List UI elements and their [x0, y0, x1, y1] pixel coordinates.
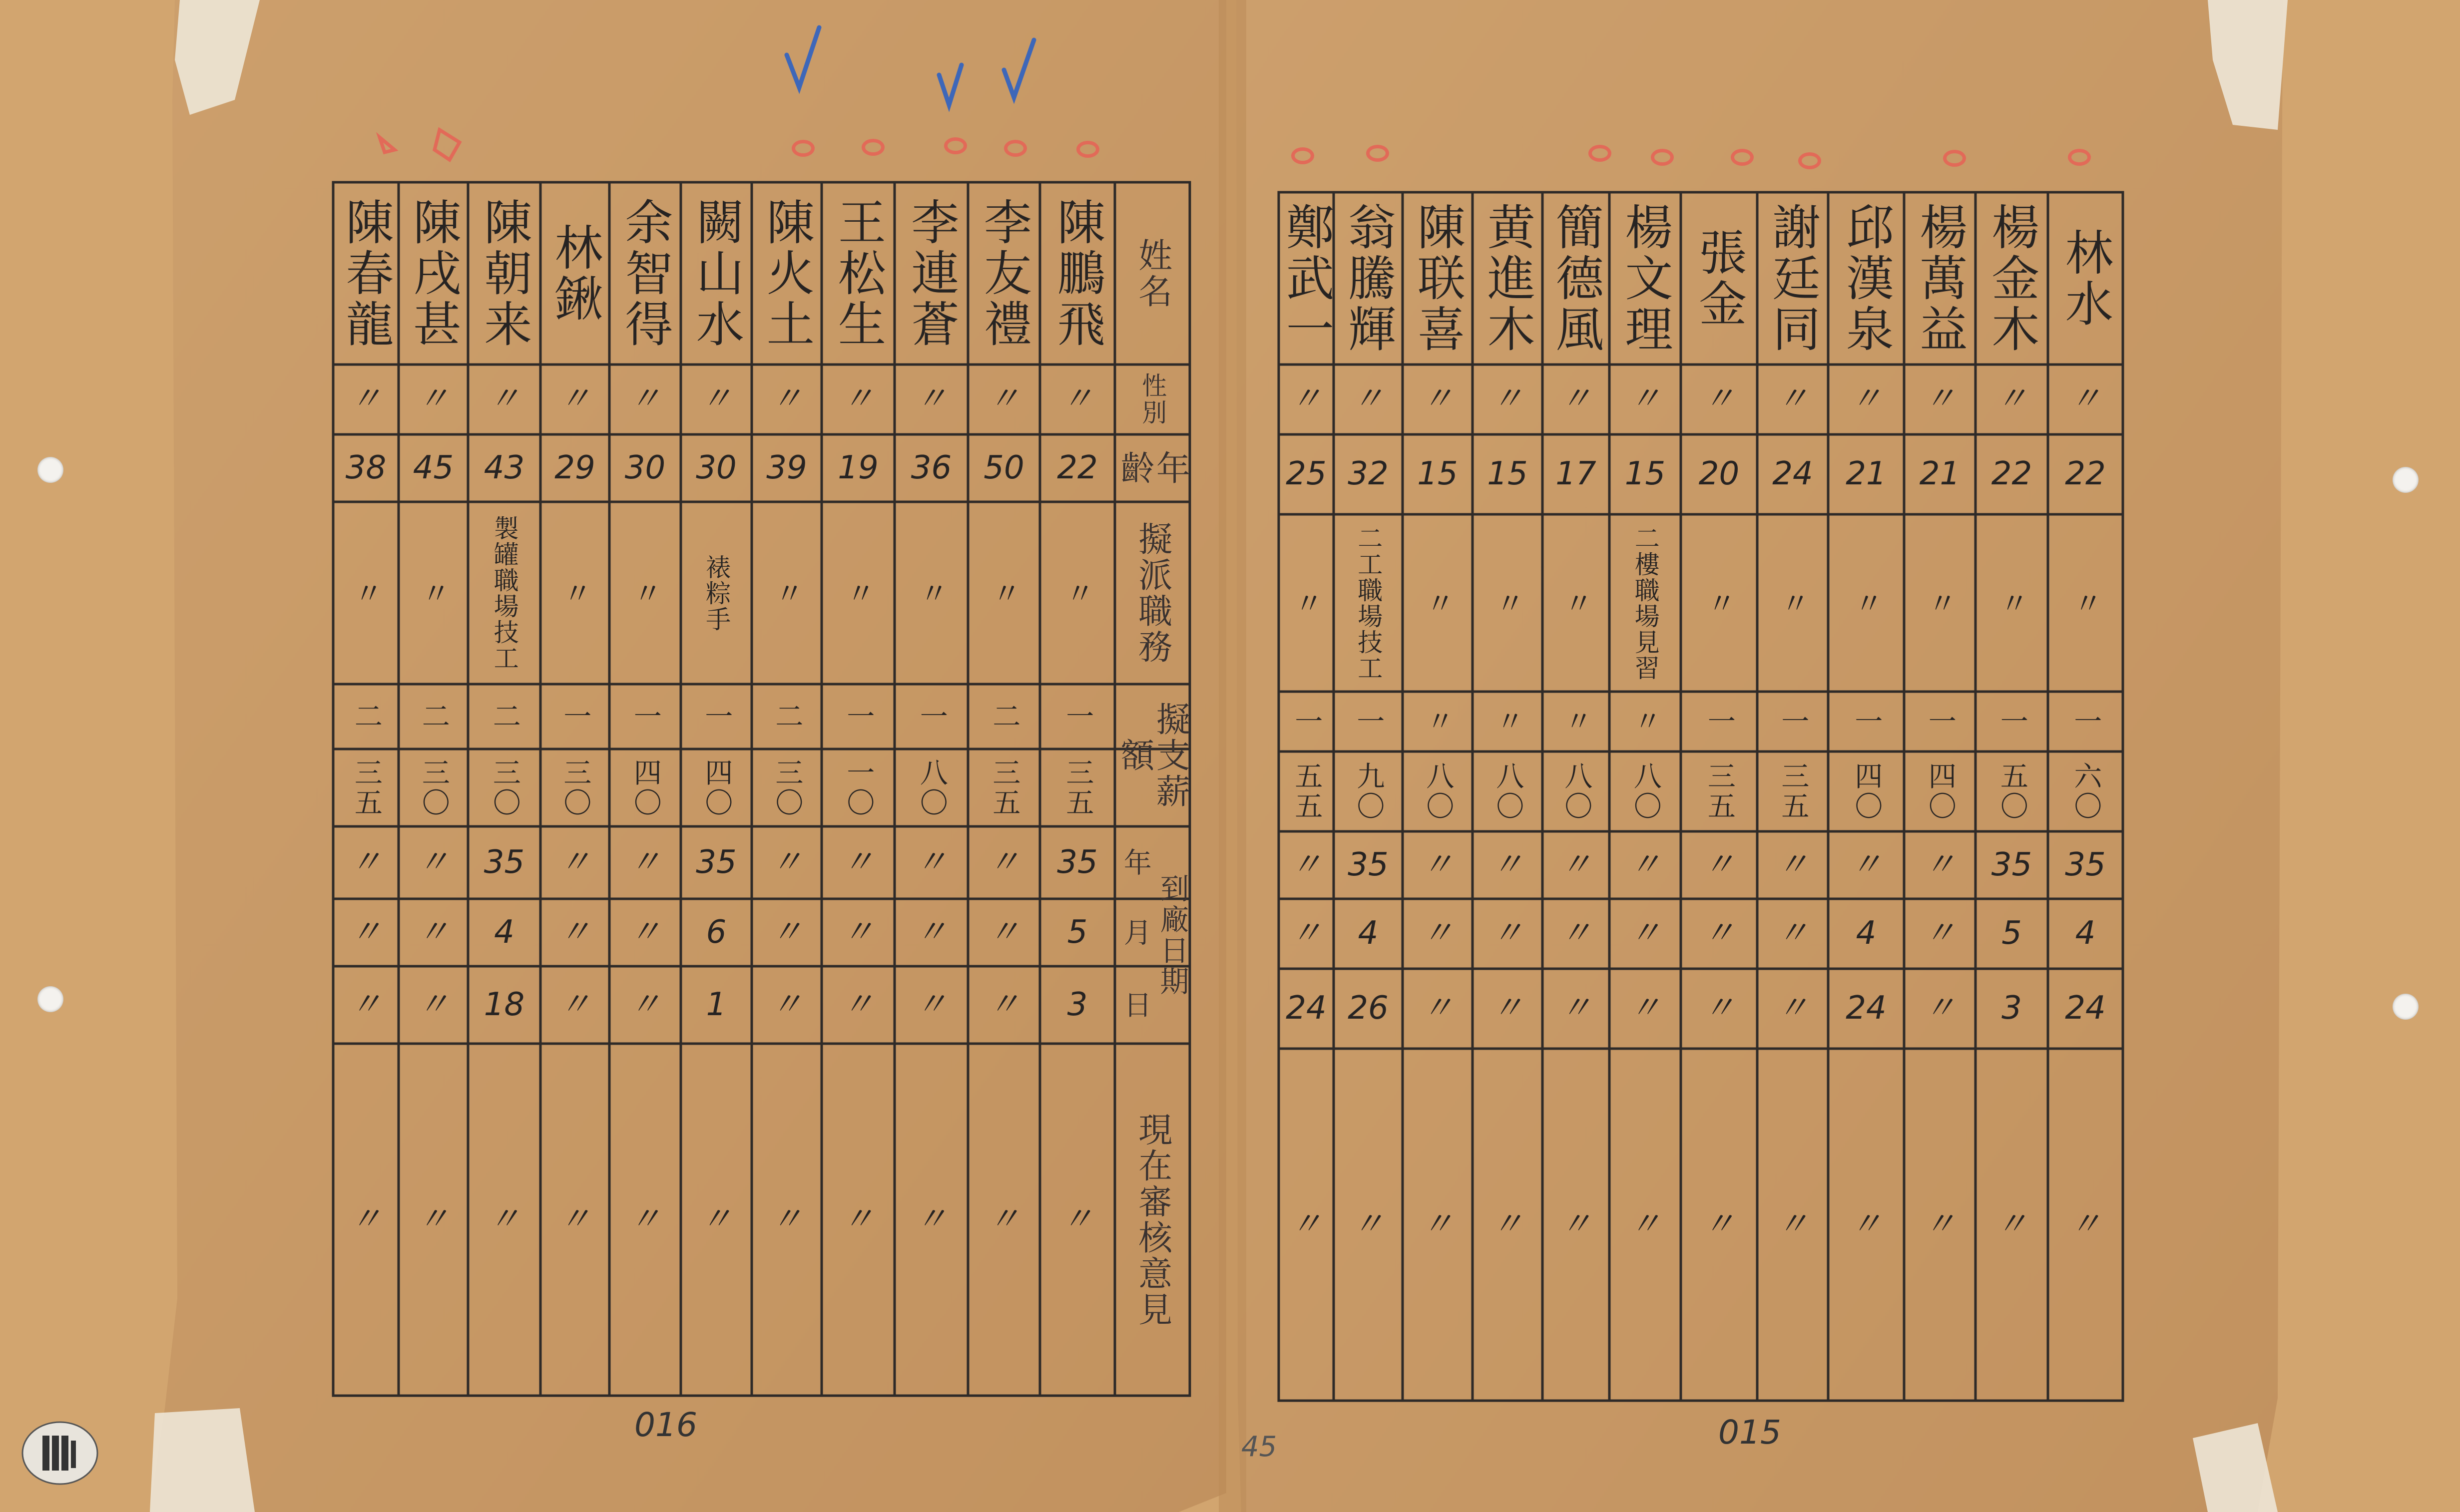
record-position: 〃 — [1923, 588, 1957, 618]
record-position: 二樓職場見習 — [1630, 525, 1660, 681]
record-position: 裱粽手 — [702, 554, 731, 632]
record-month: 5 — [2001, 915, 2022, 952]
record-grade: 一 — [915, 702, 948, 732]
record-month: 4 — [1856, 915, 1877, 952]
record-position: 〃 — [914, 578, 949, 608]
record-day: 24 — [2065, 990, 2106, 1027]
record-day: 3 — [1067, 986, 1088, 1023]
record-year: 〃 — [417, 843, 450, 881]
record-grade: 一 — [629, 702, 662, 732]
record-age: 15 — [1624, 455, 1666, 493]
header-age: 年齡 — [1115, 450, 1190, 486]
record-day: 24 — [1286, 990, 1327, 1027]
red-circle-mark-icon — [1291, 147, 1314, 164]
record-year: 〃 — [1629, 846, 1661, 883]
record-position: 〃 — [1776, 588, 1810, 618]
record-opinion: 〃 — [1352, 1205, 1384, 1243]
record-position: 〃 — [349, 578, 383, 608]
record-name: 陳春龍 — [338, 197, 394, 350]
record-month: 〃 — [771, 913, 803, 951]
record-opinion: 〃 — [988, 1200, 1020, 1238]
record-sex: 〃 — [988, 380, 1020, 418]
record-month: 〃 — [1491, 915, 1523, 952]
record-year: 35 — [484, 843, 525, 881]
record-amount: 四〇 — [1850, 761, 1883, 821]
header-salary: 擬支薪額 — [1115, 701, 1190, 809]
page-number-right: 015 — [1718, 1413, 1781, 1452]
record-name: 鄭武一 — [1278, 202, 1335, 355]
record-sex: 〃 — [629, 380, 661, 418]
record-year: 〃 — [1924, 846, 1956, 883]
record-month: 〃 — [915, 913, 948, 951]
record-name: 邱漢泉 — [1838, 202, 1895, 355]
record-age: 50 — [984, 449, 1024, 486]
binder-hole-icon — [37, 986, 63, 1012]
record-sex: 〃 — [350, 380, 382, 418]
record-name: 闕山水 — [688, 197, 745, 350]
record-name: 陳朝来 — [476, 197, 532, 350]
record-position: 〃 — [770, 578, 804, 608]
record-name: 黄進木 — [1479, 202, 1536, 355]
record-position: 〃 — [1490, 588, 1525, 618]
record-sex: 〃 — [1560, 380, 1592, 418]
record-position: 〃 — [2068, 588, 2103, 618]
record-age: 22 — [1991, 455, 2032, 493]
record-position: 〃 — [558, 578, 592, 608]
record-sex: 〃 — [1422, 380, 1454, 418]
header-day: 日 — [1119, 990, 1152, 1020]
record-month: 〃 — [1629, 915, 1661, 952]
record-name: 簡德風 — [1548, 202, 1604, 355]
record-position: 二工職場技工 — [1354, 525, 1383, 681]
record-opinion: 〃 — [559, 1200, 591, 1238]
record-amount: 四〇 — [700, 757, 733, 818]
record-name: 林鍬 — [547, 222, 603, 325]
record-year: 〃 — [1560, 846, 1592, 883]
record-amount: 九〇 — [1352, 761, 1385, 821]
record-year: 〃 — [842, 843, 874, 881]
record-year: 35 — [1348, 846, 1389, 883]
record-month: 4 — [1358, 915, 1379, 952]
record-month: 〃 — [988, 913, 1020, 951]
record-opinion: 〃 — [488, 1200, 520, 1238]
record-opinion: 〃 — [1924, 1205, 1956, 1243]
record-day: 〃 — [1703, 990, 1735, 1027]
record-position: 〃 — [987, 578, 1021, 608]
record-amount: 八〇 — [1422, 761, 1455, 821]
record-opinion: 〃 — [1560, 1205, 1592, 1243]
record-opinion: 〃 — [350, 1200, 382, 1238]
record-month: 〃 — [629, 913, 661, 951]
record-month: 〃 — [417, 913, 450, 951]
red-circle-mark-icon — [1076, 141, 1099, 158]
record-grade: 二 — [771, 702, 804, 732]
record-age: 15 — [1487, 455, 1528, 493]
header-position: 擬派職務 — [1132, 521, 1172, 665]
record-age: 19 — [838, 449, 879, 486]
record-amount: 三五 — [988, 757, 1021, 818]
record-opinion: 〃 — [2069, 1205, 2101, 1243]
record-position: 〃 — [1849, 588, 1884, 618]
record-grade: 二 — [988, 702, 1021, 732]
record-sex: 〃 — [1629, 380, 1661, 418]
record-position: 〃 — [1289, 588, 1324, 618]
record-sex: 〃 — [417, 380, 450, 418]
record-year: 〃 — [771, 843, 803, 881]
record-grade: 一 — [2069, 707, 2102, 737]
record-year: 35 — [2065, 846, 2106, 883]
record-sex: 〃 — [1061, 380, 1093, 418]
record-sex: 〃 — [1703, 380, 1735, 418]
record-amount: 四〇 — [1924, 761, 1957, 821]
record-year: 〃 — [988, 843, 1020, 881]
header-sex: 性別 — [1138, 373, 1167, 426]
record-age: 21 — [1919, 455, 1961, 493]
record-sex: 〃 — [915, 380, 948, 418]
record-sex: 〃 — [488, 380, 520, 418]
record-day: 〃 — [629, 986, 661, 1023]
record-day: 〃 — [842, 986, 874, 1023]
record-month: 〃 — [1560, 915, 1592, 952]
record-age: 22 — [2065, 455, 2106, 493]
record-year: 〃 — [1850, 846, 1882, 883]
record-year: 〃 — [1777, 846, 1809, 883]
record-position: 〃 — [1060, 578, 1095, 608]
record-year: 35 — [696, 843, 737, 881]
record-age: 43 — [484, 449, 525, 486]
record-name: 陳鵬飛 — [1049, 197, 1106, 350]
page-number-left: 016 — [634, 1406, 697, 1444]
header-month: 月 — [1119, 917, 1152, 948]
record-opinion: 〃 — [1703, 1205, 1735, 1243]
red-circle-mark-icon — [862, 139, 885, 156]
record-month: 5 — [1067, 913, 1088, 951]
record-month: 〃 — [1777, 915, 1809, 952]
record-name: 謝廷同 — [1765, 202, 1821, 355]
record-grade: 一 — [1703, 707, 1736, 737]
record-grade: 一 — [1850, 707, 1883, 737]
red-circle-mark-icon — [1651, 149, 1674, 166]
record-year: 〃 — [350, 843, 382, 881]
record-amount: 八〇 — [1560, 761, 1593, 821]
record-position: 〃 — [1702, 588, 1736, 618]
record-day: 〃 — [350, 986, 382, 1023]
red-circle-mark-icon — [792, 140, 815, 157]
record-day: 〃 — [1422, 990, 1454, 1027]
record-grade: 一 — [1290, 707, 1323, 737]
record-month: 〃 — [559, 913, 591, 951]
record-opinion: 〃 — [1850, 1205, 1882, 1243]
record-sex: 〃 — [1491, 380, 1523, 418]
record-grade: 一 — [842, 702, 875, 732]
record-month: 〃 — [1422, 915, 1454, 952]
record-day: 26 — [1348, 990, 1389, 1027]
record-name: 楊金木 — [1983, 202, 2040, 355]
record-position: 〃 — [1559, 588, 1593, 618]
record-age: 39 — [766, 449, 807, 486]
record-sex: 〃 — [1850, 380, 1882, 418]
record-grade: 二 — [417, 702, 450, 732]
record-name: 李連蒼 — [903, 197, 960, 350]
record-position: 〃 — [628, 578, 662, 608]
record-name: 余智得 — [617, 197, 673, 350]
record-opinion: 〃 — [1777, 1205, 1809, 1243]
record-opinion: 〃 — [417, 1200, 450, 1238]
record-year: 〃 — [559, 843, 591, 881]
record-month: 〃 — [842, 913, 874, 951]
binder-hole-icon — [2393, 994, 2419, 1020]
record-name: 陳火土 — [759, 197, 815, 350]
record-day: 24 — [1846, 990, 1887, 1027]
record-name: 王松生 — [830, 197, 887, 350]
record-amount: 八〇 — [1629, 761, 1662, 821]
record-name: 張金 — [1691, 227, 1747, 330]
record-grade: 二 — [350, 702, 383, 732]
header-name: 姓名 — [1132, 237, 1172, 310]
record-grade: 一 — [1352, 707, 1385, 737]
record-day: 〃 — [559, 986, 591, 1023]
record-month: 4 — [2075, 915, 2096, 952]
red-circle-mark-icon — [1731, 149, 1754, 166]
record-age: 17 — [1555, 455, 1596, 493]
record-amount: 五〇 — [1995, 761, 2028, 821]
record-month: 〃 — [350, 913, 382, 951]
binder-hole-icon — [37, 457, 63, 483]
record-opinion: 〃 — [1061, 1200, 1093, 1238]
record-amount: 三〇 — [417, 757, 450, 818]
record-age: 22 — [1057, 449, 1098, 486]
record-day: 〃 — [1629, 990, 1661, 1027]
red-circle-mark-icon — [1004, 140, 1027, 157]
record-grade: 一 — [700, 702, 733, 732]
record-month: 4 — [494, 913, 514, 951]
record-day: 〃 — [988, 986, 1020, 1023]
record-grade: 〃 — [1422, 707, 1455, 737]
record-age: 30 — [696, 449, 737, 486]
record-year: 〃 — [915, 843, 948, 881]
record-day: 〃 — [1560, 990, 1592, 1027]
record-amount: 八〇 — [1491, 761, 1524, 821]
red-circle-mark-icon — [1588, 145, 1611, 162]
record-sex: 〃 — [1995, 380, 2028, 418]
record-opinion: 〃 — [915, 1200, 948, 1238]
record-age: 45 — [413, 449, 454, 486]
record-day: 3 — [2001, 990, 2022, 1027]
record-month: 〃 — [1290, 915, 1322, 952]
record-position: 製罐職場技工 — [490, 515, 519, 671]
record-day: 〃 — [1924, 990, 1956, 1027]
record-grade: 〃 — [1560, 707, 1593, 737]
record-opinion: 〃 — [1491, 1205, 1523, 1243]
record-day: 〃 — [771, 986, 803, 1023]
record-day: 〃 — [417, 986, 450, 1023]
record-opinion: 〃 — [1995, 1205, 2028, 1243]
record-day: 〃 — [915, 986, 948, 1023]
gutter-note: 45 — [1241, 1431, 1277, 1463]
record-year: 35 — [1057, 843, 1098, 881]
record-age: 21 — [1846, 455, 1887, 493]
red-circle-mark-icon — [944, 137, 967, 154]
header-arrival-date: 到廠日期 — [1155, 873, 1189, 997]
record-position: 〃 — [841, 578, 876, 608]
record-year: 35 — [1991, 846, 2032, 883]
record-amount: 三五 — [1777, 761, 1810, 821]
record-grade: 一 — [1777, 707, 1810, 737]
header-year: 年 — [1119, 847, 1152, 878]
record-age: 25 — [1286, 455, 1327, 493]
record-age: 36 — [911, 449, 952, 486]
record-name: 楊萬益 — [1912, 202, 1968, 355]
record-sex: 〃 — [842, 380, 874, 418]
record-age: 32 — [1348, 455, 1389, 493]
red-circle-mark-icon — [1366, 145, 1389, 162]
record-grade: 一 — [1061, 702, 1094, 732]
record-amount: 四〇 — [629, 757, 662, 818]
record-day: 〃 — [1491, 990, 1523, 1027]
record-age: 30 — [624, 449, 666, 486]
record-age: 38 — [345, 449, 387, 486]
record-day: 〃 — [1777, 990, 1809, 1027]
record-grade: 一 — [559, 702, 592, 732]
record-name: 陳联喜 — [1410, 202, 1466, 355]
record-grade: 一 — [1995, 707, 2028, 737]
record-year: 〃 — [629, 843, 661, 881]
record-amount: 三五 — [1703, 761, 1736, 821]
binder-hole-icon — [2393, 467, 2419, 493]
record-age: 29 — [554, 449, 595, 486]
record-opinion: 〃 — [1290, 1205, 1322, 1243]
record-name: 翁騰輝 — [1340, 202, 1397, 355]
record-amount: 三〇 — [488, 757, 521, 818]
record-grade: 〃 — [1629, 707, 1662, 737]
record-amount: 三〇 — [559, 757, 592, 818]
archive-logo-icon — [20, 1413, 100, 1488]
record-year: 〃 — [1422, 846, 1454, 883]
record-opinion: 〃 — [1422, 1205, 1454, 1243]
record-grade: 二 — [488, 702, 521, 732]
record-sex: 〃 — [559, 380, 591, 418]
record-sex: 〃 — [1777, 380, 1809, 418]
record-amount: 三〇 — [771, 757, 804, 818]
record-day: 1 — [706, 986, 727, 1023]
record-position: 〃 — [1421, 588, 1455, 618]
record-position: 〃 — [416, 578, 451, 608]
record-sex: 〃 — [1290, 380, 1322, 418]
record-amount: 一〇 — [842, 757, 875, 818]
record-opinion: 〃 — [700, 1200, 732, 1238]
record-year: 〃 — [1290, 846, 1322, 883]
record-opinion: 〃 — [842, 1200, 874, 1238]
record-amount: 五五 — [1290, 761, 1323, 821]
header-opinion: 現在審核意見 — [1132, 1112, 1172, 1328]
record-name: 陳戌甚 — [405, 197, 462, 350]
record-opinion: 〃 — [1629, 1205, 1661, 1243]
record-age: 15 — [1417, 455, 1458, 493]
record-age: 24 — [1772, 455, 1813, 493]
record-amount: 六〇 — [2069, 761, 2102, 821]
record-position: 〃 — [1994, 588, 2029, 618]
record-name: 林水 — [2057, 227, 2114, 330]
record-grade: 一 — [1924, 707, 1957, 737]
record-year: 〃 — [1703, 846, 1735, 883]
record-name: 楊文理 — [1617, 202, 1673, 355]
red-circle-mark-icon — [2068, 149, 2091, 166]
record-age: 20 — [1698, 455, 1740, 493]
record-sex: 〃 — [1352, 380, 1384, 418]
record-amount: 三五 — [1061, 757, 1094, 818]
record-month: 6 — [706, 913, 727, 951]
record-sex: 〃 — [771, 380, 803, 418]
record-amount: 三五 — [350, 757, 383, 818]
record-month: 〃 — [1703, 915, 1735, 952]
record-name: 李友禮 — [976, 197, 1032, 350]
red-circle-mark-icon — [1798, 152, 1821, 169]
record-month: 〃 — [1924, 915, 1956, 952]
record-opinion: 〃 — [771, 1200, 803, 1238]
record-sex: 〃 — [1924, 380, 1956, 418]
record-day: 18 — [484, 986, 525, 1023]
red-circle-mark-icon — [1943, 150, 1966, 167]
record-opinion: 〃 — [629, 1200, 661, 1238]
record-amount: 八〇 — [915, 757, 948, 818]
record-year: 〃 — [1491, 846, 1523, 883]
record-sex: 〃 — [700, 380, 732, 418]
record-grade: 〃 — [1491, 707, 1524, 737]
record-sex: 〃 — [2069, 380, 2101, 418]
